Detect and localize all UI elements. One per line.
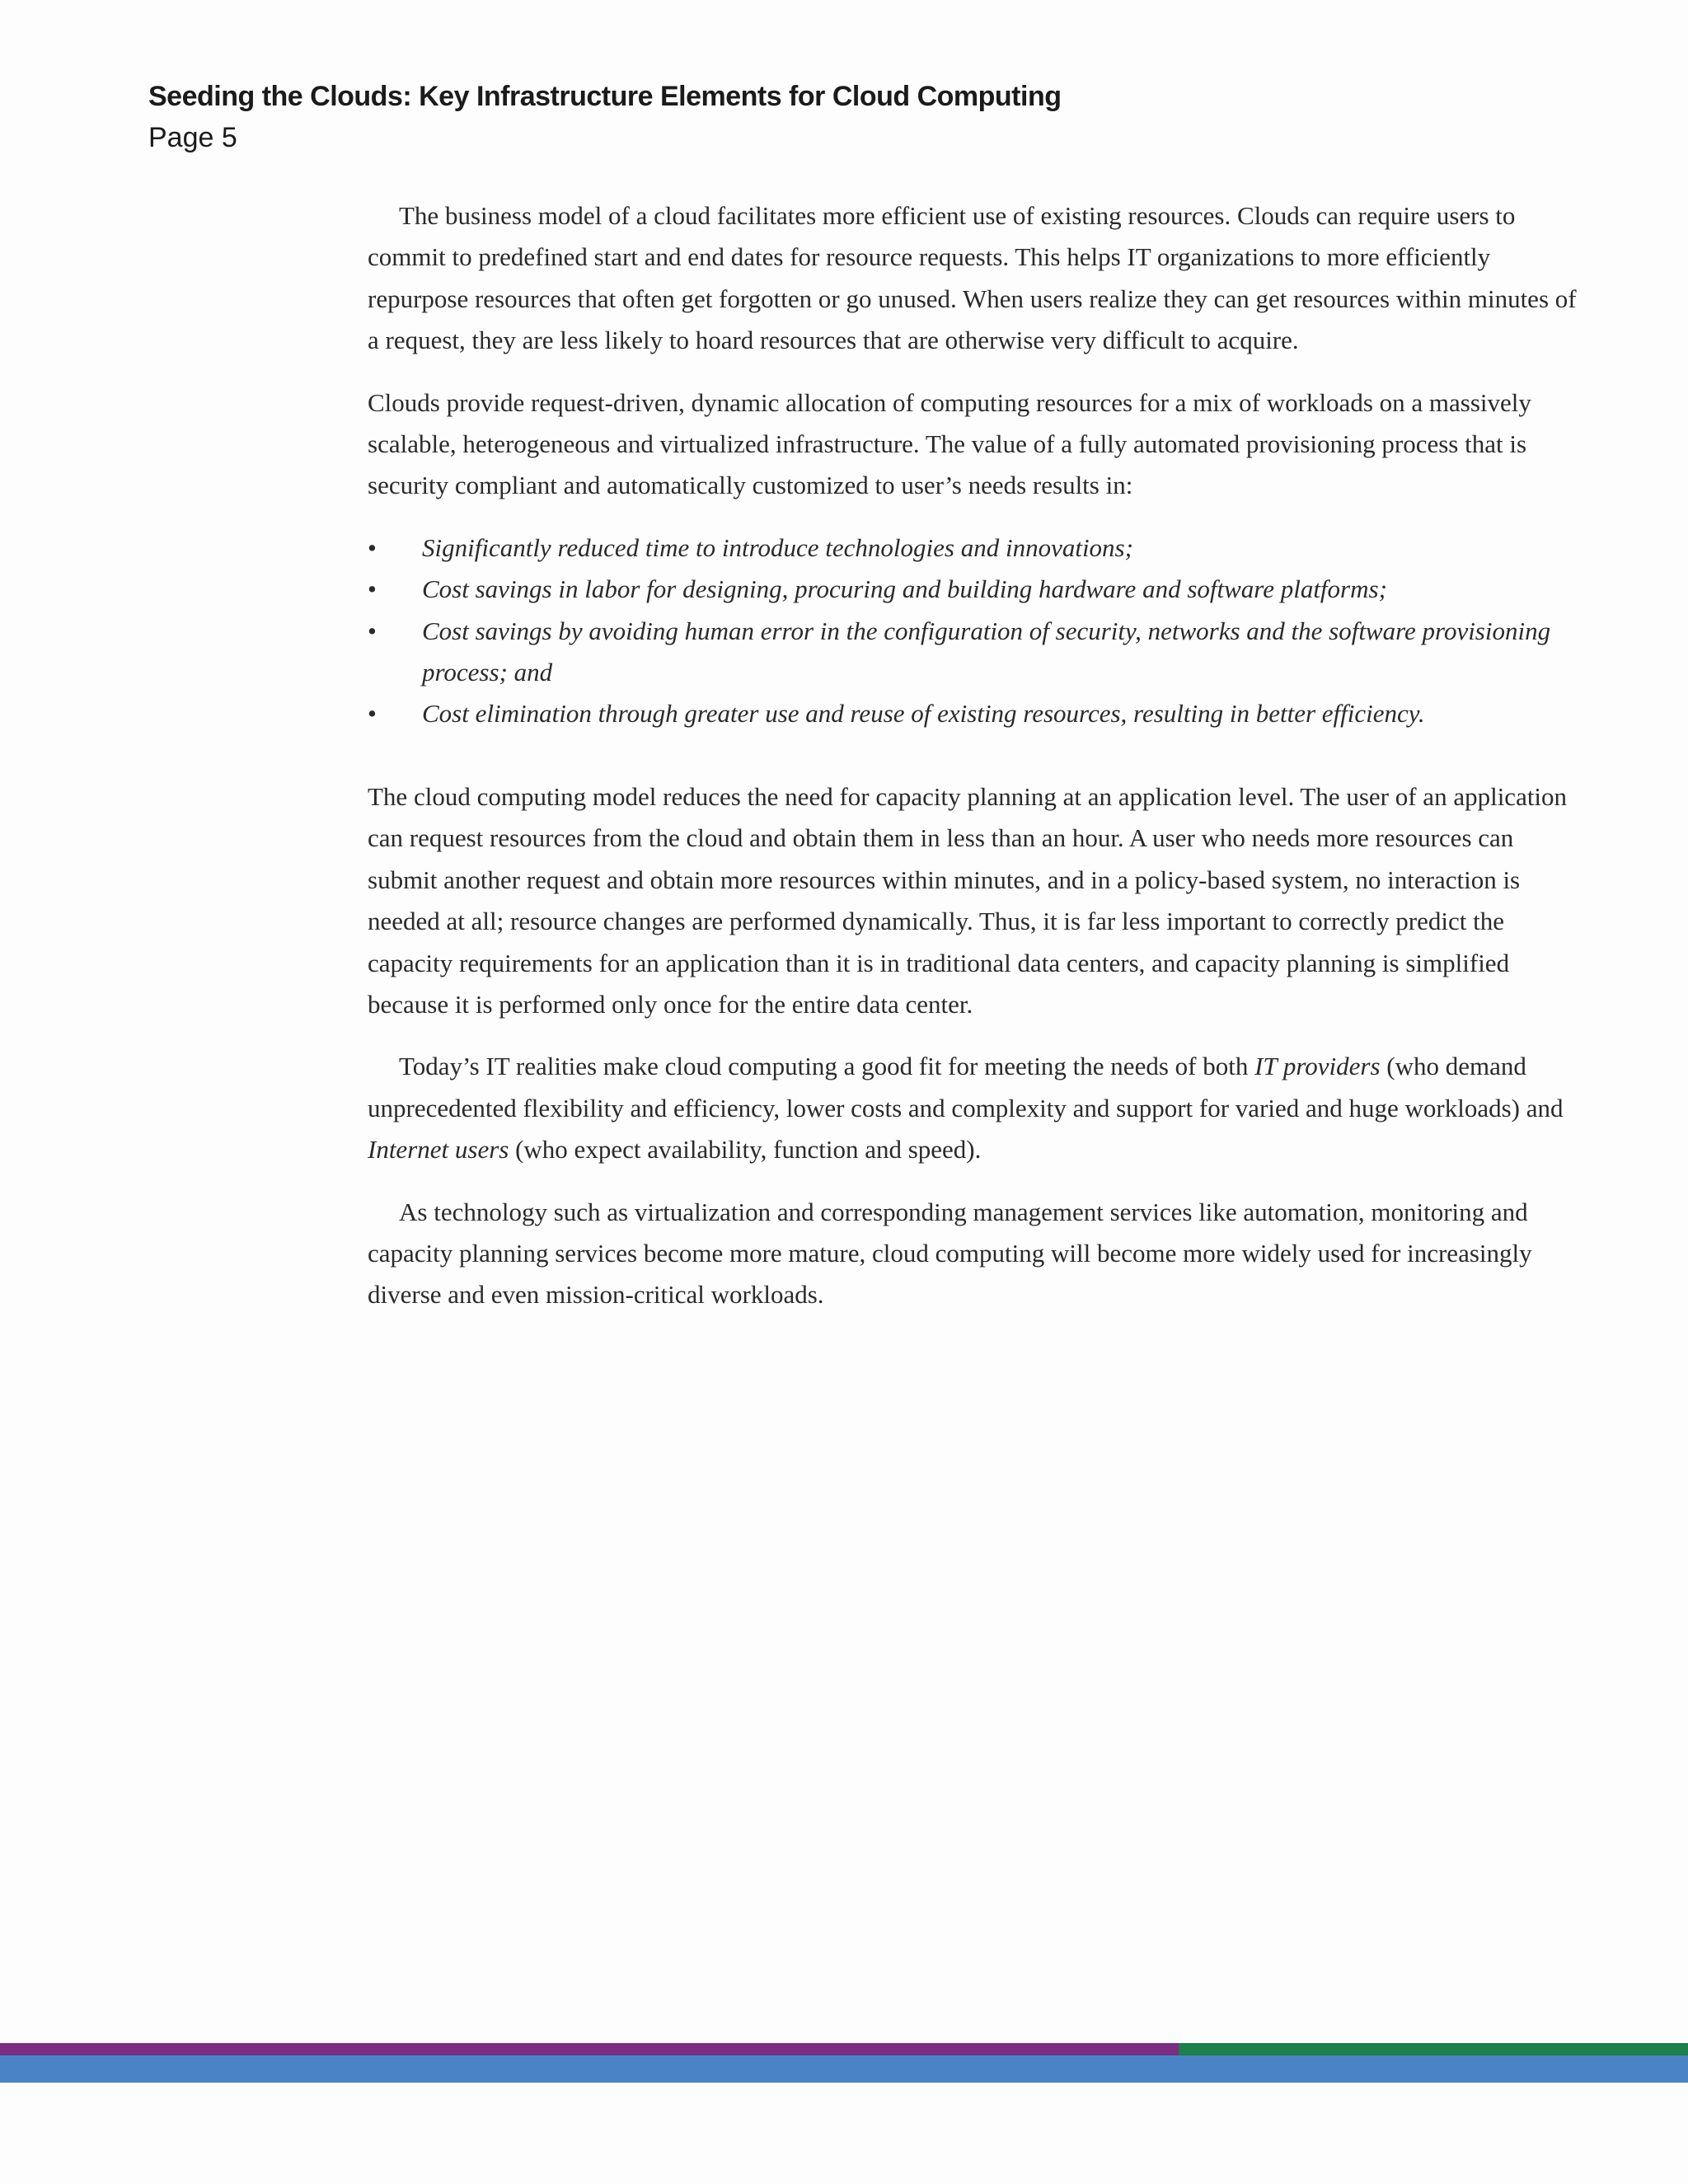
emphasis-internet-users: Internet users xyxy=(368,1135,509,1165)
page-header xyxy=(148,76,1061,158)
paragraph-virtualization: As technology such as virtualization and corresponding management services like automation, monitoring and capacity planning services become more mature, cloud computing will become more widely used for increasingly diverse and even mission-critical workloads. xyxy=(368,1197,1532,1310)
list-item xyxy=(368,527,1584,569)
bullet-marker: • xyxy=(368,616,377,645)
body-text xyxy=(368,195,1584,1337)
benefits-list xyxy=(368,527,1584,735)
bullet-marker: • xyxy=(368,699,377,729)
emphasis-it-providers: IT providers xyxy=(1254,1052,1381,1081)
paragraph-business-model: The business model of a cloud facilitates more efficient use of existing resources. Clouds can require users to commit to predefined start and end dates for resource requests. This helps IT organizations to more efficiently repurpose resources that often get forgotten or go unused. When users realize they can get resources within minutes of a request, they are less likely to hoard resources that are otherwise very difficult to acquire. xyxy=(368,201,1577,355)
footer-stripe-purple xyxy=(0,2043,1179,2055)
text-run: (who demand unprecedented flexibility and efficiency, lower costs and complexity and support for varied and huge workloads) and xyxy=(368,1052,1564,1122)
list-item xyxy=(368,693,1584,734)
list-item-text: Cost savings by avoiding human error in the configuration of security, networks and the software provisioning process; and xyxy=(422,616,1551,687)
list-item xyxy=(368,611,1584,694)
bullet-marker: • xyxy=(368,574,377,604)
list-item-text: Significantly reduced time to introduce technologies and innovations; xyxy=(422,532,1133,562)
text-run: Today’s IT realities make cloud computing a good fit for meeting the needs of both xyxy=(399,1052,1255,1081)
list-item-text: Cost savings in labor for designing, procuring and building hardware and software platforms; xyxy=(422,574,1387,604)
document-title: Seeding the Clouds: Key Infrastructure Elements for Cloud Computing xyxy=(148,81,1062,112)
bullet-marker: • xyxy=(368,532,377,562)
text-run: (who expect availability, function and speed). xyxy=(509,1135,982,1165)
list-item xyxy=(368,569,1584,610)
paragraph-request-driven: Clouds provide request-driven, dynamic allocation of computing resources for a mix of workloads on a massively scalable, heterogeneous and virtualized infrastructure. The value of a fully automated provisioning process that is security compliant and automatically customized to user’s needs results in: xyxy=(368,387,1531,500)
paragraph-capacity-planning: The cloud computing model reduces the need for capacity planning at an application level. The user of an application can request resources from the cloud and obtain them in less than an hour. A user who needs more resources can submit another request and obtain more resources within minutes, and in a policy-based system, no interaction is needed at all; resource changes are performed dynamically. Thus, it is far less important to correctly predict the capacity requirements for an application than it is in traditional data centers, and capacity planning is simplified because it is performed only once for the entire data center. xyxy=(368,781,1568,1019)
footer-stripe-green xyxy=(1179,2043,1688,2055)
page-number: Page 5 xyxy=(148,122,237,153)
paragraph-it-realities xyxy=(368,1046,1584,1170)
list-item-text: Cost elimination through greater use and reuse of existing resources, resulting in better efficiency. xyxy=(422,699,1425,729)
footer-stripe-blue xyxy=(0,2055,1688,2083)
